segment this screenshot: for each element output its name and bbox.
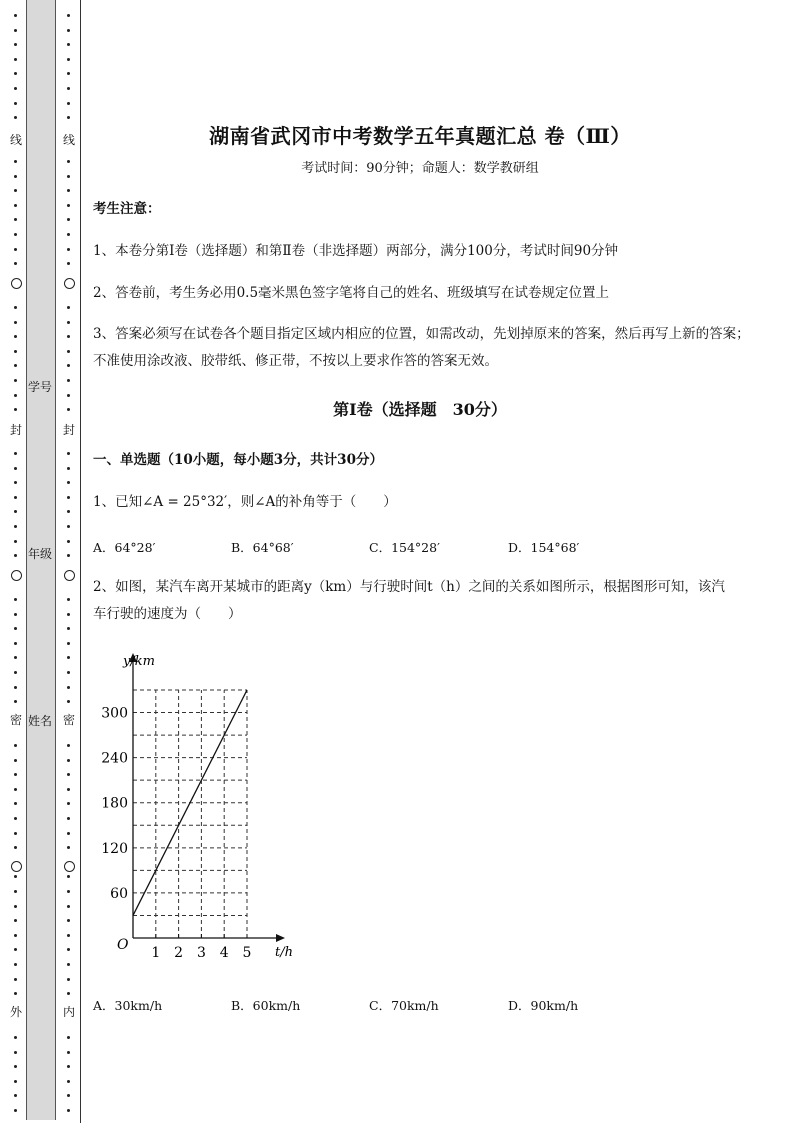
binding-dot [14, 759, 17, 762]
binding-dot [67, 1109, 70, 1112]
name-label: 姓名 [27, 714, 52, 728]
binding-dot [67, 700, 70, 703]
binding-dot [14, 306, 17, 309]
student-id-label: 学号 [27, 380, 52, 394]
binding-dot [14, 1051, 17, 1054]
binding-dot [14, 642, 17, 645]
binding-dot [67, 832, 70, 835]
binding-dot [67, 613, 70, 616]
binding-dot [14, 350, 17, 353]
binding-dot [67, 1094, 70, 1097]
binding-dot [14, 175, 17, 178]
binding-dot [67, 364, 70, 367]
binding-dot [67, 627, 70, 630]
binding-dot [67, 481, 70, 484]
binding-dot [67, 394, 70, 397]
binding-dot [67, 379, 70, 382]
binding-dot [67, 656, 70, 659]
binding-dot [67, 598, 70, 601]
binding-dot [14, 496, 17, 499]
binding-dot [14, 1065, 17, 1068]
binding-dot [67, 948, 70, 951]
binding-mark: 封 [9, 423, 22, 437]
binding-dot [14, 540, 17, 543]
binding-dot [67, 306, 70, 309]
notice-item: 1、本卷分第Ⅰ卷（选择题）和第Ⅱ卷（非选择题）两部分，满分100分，考试时间90分钟 [93, 243, 619, 259]
binding-dot [14, 321, 17, 324]
binding-dot [67, 408, 70, 411]
binding-dot [14, 671, 17, 674]
q2-option-b: B．60km/h [231, 998, 301, 1013]
binding-dot [14, 379, 17, 382]
binding-dot [14, 905, 17, 908]
binding-dot [14, 788, 17, 791]
y-axis-label: y/km [123, 654, 155, 669]
binding-dot [14, 978, 17, 981]
binding-dot [67, 116, 70, 119]
x-tick-label: 3 [196, 945, 206, 961]
binding-dot [14, 613, 17, 616]
notice-heading: 考生注意： [93, 201, 161, 217]
binding-dot [67, 963, 70, 966]
binding-dot [67, 58, 70, 61]
binding-dot [67, 671, 70, 674]
binding-dot [67, 218, 70, 221]
binding-dot [67, 175, 70, 178]
binding-dot [67, 467, 70, 470]
q1-option-b: B．64°68′ [231, 540, 294, 555]
binding-dot [67, 788, 70, 791]
binding-dot [67, 686, 70, 689]
binding-dot [14, 218, 17, 221]
binding-dot [14, 598, 17, 601]
binding-dot [14, 875, 17, 878]
binding-mark: 密 [9, 713, 22, 727]
binding-mark: 外 [9, 1005, 22, 1019]
binding-dot [67, 248, 70, 251]
binding-dot [14, 233, 17, 236]
page-subtitle: 考试时间：90分钟；命题人：数学教研组 [301, 161, 539, 176]
x-tick-label: 4 [219, 945, 229, 961]
binding-dot [14, 948, 17, 951]
origin-label: O [117, 937, 129, 953]
binding-dot [67, 14, 70, 17]
binding-dot [14, 1036, 17, 1039]
binding-margin [0, 0, 82, 1123]
binding-mark: 封 [62, 423, 75, 437]
binding-dot [14, 686, 17, 689]
binding-dot [67, 554, 70, 557]
binding-circle [11, 861, 22, 872]
binding-dot [14, 890, 17, 893]
binding-dot [14, 627, 17, 630]
q1-option-d: D．154°68′ [508, 540, 580, 555]
binding-dot [14, 802, 17, 805]
distance-time-chart [95, 645, 305, 965]
binding-dot [67, 846, 70, 849]
binding-dot [67, 87, 70, 90]
binding-dot [67, 321, 70, 324]
binding-dot [14, 467, 17, 470]
binding-dot [14, 452, 17, 455]
x-tick-label: 1 [151, 945, 161, 961]
binding-dot [67, 43, 70, 46]
section-title: 第Ⅰ卷（选择题 30分） [333, 400, 507, 419]
y-tick-label: 240 [101, 750, 128, 767]
binding-dot [14, 262, 17, 265]
binding-dot [14, 248, 17, 251]
q2-option-d: D．90km/h [508, 998, 579, 1013]
binding-dot [67, 817, 70, 820]
binding-dot [67, 525, 70, 528]
binding-dot [14, 992, 17, 995]
binding-dot [14, 963, 17, 966]
binding-dot [14, 481, 17, 484]
binding-circle [11, 570, 22, 581]
binding-dot [14, 14, 17, 17]
binding-dot [67, 496, 70, 499]
binding-dot [14, 364, 17, 367]
binding-mark: 线 [9, 133, 22, 147]
binding-mark: 线 [62, 133, 75, 147]
binding-dot [14, 58, 17, 61]
binding-mark: 内 [62, 1005, 75, 1019]
notice-item: 3、答案必须写在试卷各个题目指定区域内相应的位置，如需改动，先划掉原来的答案，然后再写上新的答案；不准使用涂改液、胶带纸、修正带，不按以上要求作答的答案无效。 [93, 326, 750, 369]
binding-dot [67, 919, 70, 922]
binding-dot [14, 102, 17, 105]
notice-item: 2、答卷前，考生务必用0.5毫米黑色签字笔将自己的姓名、班级填写在试卷规定位置上 [93, 285, 610, 301]
x-tick-label: 5 [242, 945, 252, 961]
binding-dot [67, 1065, 70, 1068]
binding-dot [14, 744, 17, 747]
q2-option-c: C．70km/h [369, 998, 439, 1013]
binding-dot [67, 890, 70, 893]
binding-dot [14, 72, 17, 75]
binding-dot [14, 160, 17, 163]
x-axis-arrow [276, 934, 285, 942]
binding-dot [14, 773, 17, 776]
binding-dot [14, 554, 17, 557]
binding-dot [14, 394, 17, 397]
binding-dot [14, 408, 17, 411]
binding-dot [14, 832, 17, 835]
binding-circle [64, 861, 75, 872]
binding-dot [14, 919, 17, 922]
binding-dot [67, 204, 70, 207]
grade-label: 年级 [27, 547, 52, 561]
binding-dot [67, 934, 70, 937]
y-tick-label: 120 [101, 840, 128, 857]
binding-dot [14, 700, 17, 703]
binding-circle [11, 278, 22, 289]
binding-dot [67, 905, 70, 908]
binding-dot [67, 335, 70, 338]
binding-dot [14, 656, 17, 659]
binding-dot [14, 335, 17, 338]
binding-dot [67, 875, 70, 878]
q2-option-a: A．30km/h [93, 998, 163, 1013]
binding-dot [67, 978, 70, 981]
binding-dot [67, 233, 70, 236]
y-tick-label: 300 [101, 705, 128, 722]
binding-dot [14, 116, 17, 119]
binding-dot [67, 510, 70, 513]
y-tick-label: 180 [101, 795, 128, 812]
question-1-stem: 1、已知∠A = 25°32′，则∠A的补角等于（ ） [93, 494, 397, 510]
binding-dot [14, 525, 17, 528]
binding-dot [67, 1051, 70, 1054]
binding-dot [67, 802, 70, 805]
binding-dot [67, 1080, 70, 1083]
binding-dot [67, 759, 70, 762]
binding-dot [67, 642, 70, 645]
q1-option-c: C．154°28′ [369, 540, 440, 555]
binding-dot [14, 29, 17, 32]
binding-dot [67, 744, 70, 747]
x-axis-label: t/h [275, 945, 293, 960]
question-2-stem: 2、如图，某汽车离开某城市的距离y（km）与行驶时间t（h）之间的关系如图所示，根据图形可知，该汽车行驶的速度为（ ） [93, 579, 725, 622]
binding-dot [67, 1036, 70, 1039]
binding-dot [14, 817, 17, 820]
x-tick-label: 2 [174, 945, 184, 961]
binding-dot [67, 452, 70, 455]
q1-option-a: A．64°28′ [93, 540, 156, 555]
binding-rule [80, 0, 81, 1123]
binding-dot [14, 204, 17, 207]
binding-dot [14, 1109, 17, 1112]
binding-circle [64, 570, 75, 581]
binding-dot [67, 29, 70, 32]
binding-dot [67, 262, 70, 265]
binding-dot [67, 72, 70, 75]
y-tick-label: 60 [110, 885, 128, 902]
binding-dot [14, 846, 17, 849]
outer-dot-column [8, 0, 24, 1123]
binding-dot [67, 992, 70, 995]
part-heading: 一、单选题（10小题，每小题3分，共计30分） [93, 452, 383, 468]
page-title: 湖南省武冈市中考数学五年真题汇总 卷（Ⅲ） [209, 124, 631, 148]
binding-dot [67, 773, 70, 776]
binding-dot [14, 1094, 17, 1097]
binding-circle [64, 278, 75, 289]
binding-dot [67, 102, 70, 105]
binding-dot [14, 189, 17, 192]
binding-dot [14, 43, 17, 46]
binding-dot [67, 160, 70, 163]
binding-dot [14, 934, 17, 937]
binding-mark: 密 [62, 713, 75, 727]
binding-dot [67, 350, 70, 353]
binding-dot [67, 540, 70, 543]
binding-dot [67, 189, 70, 192]
binding-dot [14, 87, 17, 90]
binding-dot [14, 1080, 17, 1083]
binding-dot [14, 510, 17, 513]
inner-dot-column [61, 0, 77, 1123]
